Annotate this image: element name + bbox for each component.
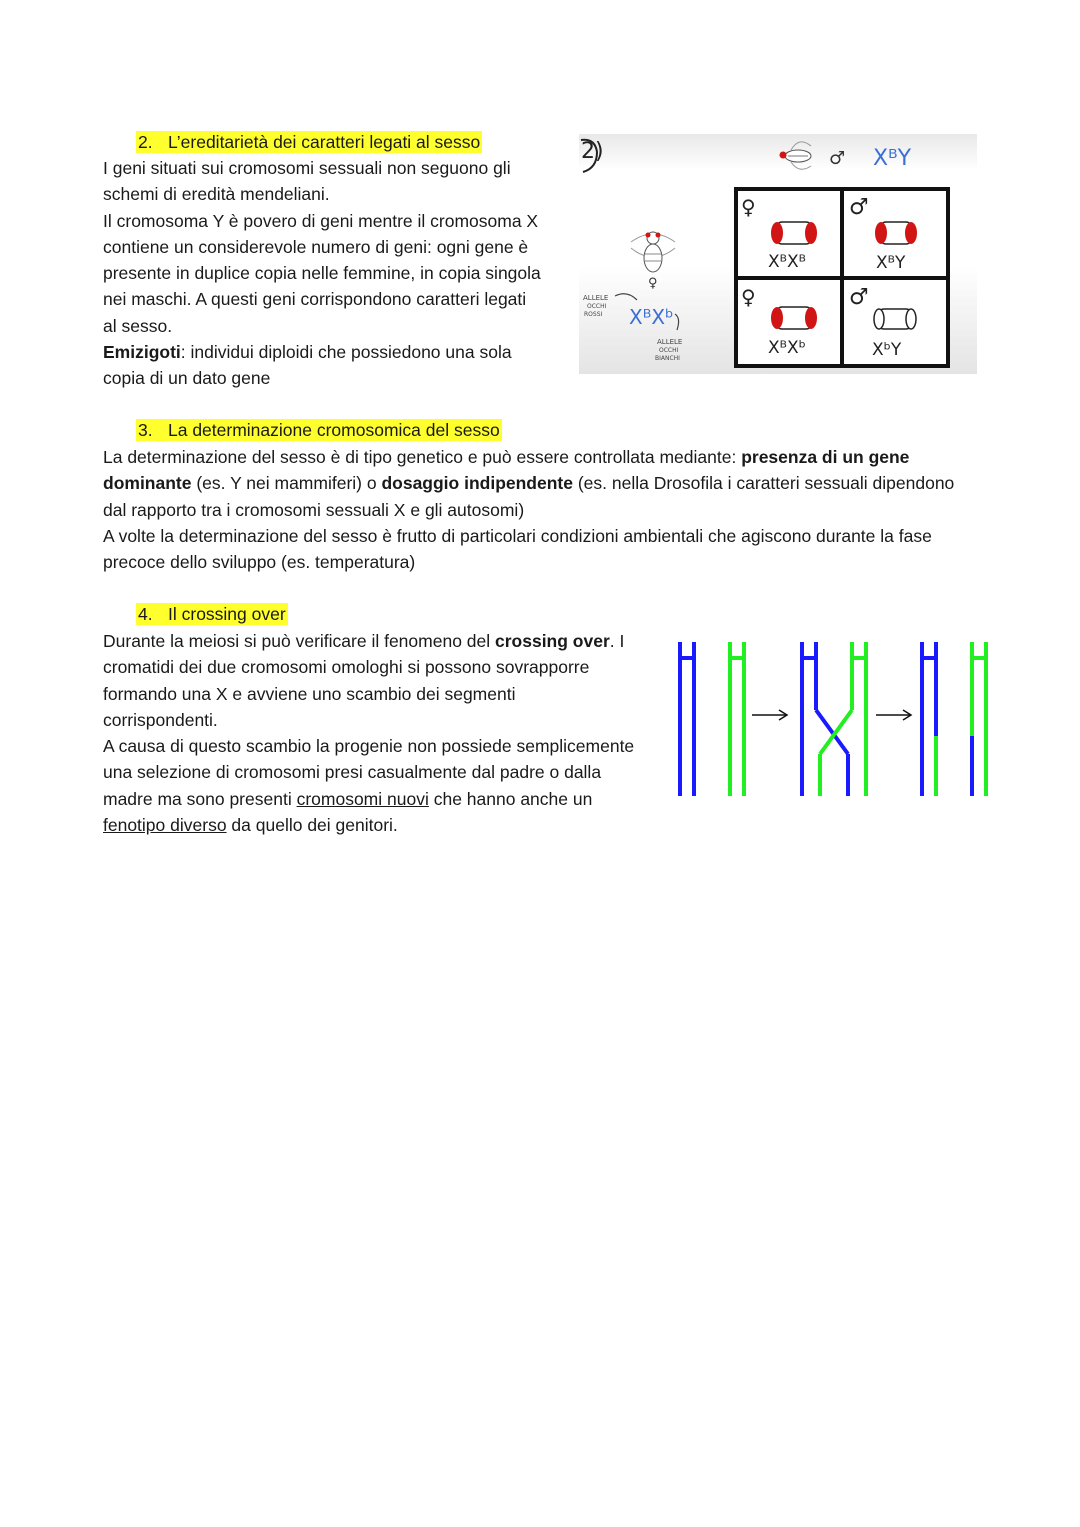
section-3-line-1 (103, 444, 1003, 470)
section-3-number: 3. (138, 420, 153, 440)
section-4-text: Durante la meiosi si può verificare il fenomeno del (103, 631, 495, 651)
male-genotype: XᴮY (873, 146, 912, 171)
section-3-line-2 (103, 470, 1003, 496)
section-3-text: (es. Y nei mammiferi) o (191, 473, 382, 494)
section-4-line-4: corrispondenti. (103, 709, 218, 730)
punnett-square-figure (579, 134, 977, 374)
white-allele-label-2: OCCHI (659, 347, 679, 354)
section-4-text: da quello dei genitori. (226, 815, 398, 836)
male-symbol: ♂ (829, 148, 846, 169)
section-4-line-2: cromatidi dei due cromosomi omologhi si possono sovrapporre (103, 657, 590, 678)
arrow-icon (876, 710, 911, 720)
red-allele-label-1: ALLELE (583, 294, 609, 302)
cell-2-sex: ♂ (849, 195, 869, 220)
section-4-text: madre ma sono presenti (103, 788, 297, 809)
underlined-fenotipo-diverso: fenotipo diverso (103, 815, 227, 836)
section-3-line-3: dal rapporto tra i cromosomi sessuali X e gli autosomi) (103, 499, 525, 520)
section-2-line: schemi di eredità mendeliani. (103, 184, 330, 205)
emizigoti-term: Emizigoti (103, 342, 181, 363)
emizigoti-line (103, 339, 541, 365)
female-genotype: XᴮXᵇ (629, 305, 674, 329)
section-2-body (103, 155, 541, 392)
stage-1-green-chromosome (730, 642, 744, 796)
section-2-line: Il cromosoma Y è povero di geni mentre il cromosoma X (103, 210, 539, 231)
cell-1-eyes-red (771, 222, 817, 244)
section-4-heading (136, 603, 288, 625)
female-symbol: ♀ (648, 276, 658, 291)
section-3-title: La determinazione cromosomica del sesso (168, 420, 500, 440)
red-allele-label-3: ROSSI (584, 311, 603, 318)
section-3-text: (es. nella Drosofila i caratteri sessuali dipendono (572, 473, 955, 494)
section-2-line: contiene un considerevole numero di geni: ogni gene è (103, 236, 529, 257)
section-3-text: La determinazione del sesso è di tipo genetico e può essere controllata mediante: (103, 447, 742, 467)
cell-3-eyes-red (771, 307, 817, 329)
section-4-title: Il crossing over (168, 604, 286, 624)
term-presenza-gene: presenza di un gene (741, 447, 910, 467)
arrow-icon (752, 710, 787, 720)
section-2-number: 2. (138, 132, 153, 152)
section-2-line: al sesso. (103, 315, 173, 336)
section-2-line: nei maschi. A questi geni corrispondono caratteri legati (103, 289, 527, 310)
section-4-text: che hanno anche un (428, 788, 593, 809)
cell-4-sex: ♂ (849, 285, 869, 310)
stage-2-crossing-chromosomes (802, 642, 866, 796)
section-4-line-7 (103, 786, 663, 812)
crossing-over-diagram (672, 636, 994, 802)
section-3-line-4: A volte la determinazione del sesso è frutto di particolari condizioni ambientali che agiscono durante la fase (103, 525, 932, 546)
cell-4-genotype: XᵇY (872, 340, 902, 360)
cell-1-sex: ♀ (741, 195, 756, 219)
section-4-line-3: formando una X e avviene uno scambio dei segmenti (103, 683, 516, 704)
figure-corner-label: 2) (581, 139, 604, 164)
term-dominante: dominante (103, 473, 192, 494)
cell-4-eyes-white (874, 309, 916, 329)
red-allele-label-2: OCCHI (587, 303, 607, 310)
cell-3-sex: ♀ (741, 285, 756, 309)
section-2-heading (136, 131, 482, 153)
stage-1-blue-chromosome (680, 642, 694, 796)
section-2-title: L’ereditarietà dei caratteri legati al sesso (168, 132, 481, 152)
section-3-body (103, 444, 1003, 575)
term-dosaggio: dosaggio indipendente (381, 473, 573, 494)
white-allele-label-1: ALLELE (657, 338, 683, 346)
section-4-number: 4. (138, 604, 153, 624)
term-crossing-over: crossing over (495, 631, 610, 651)
emizigoti-definition: : individui diploidi che possiedono una sola (180, 342, 512, 363)
cell-3-genotype: XᴮXᵇ (768, 338, 806, 358)
section-4-text: . I (609, 631, 625, 651)
section-3-heading (136, 419, 502, 441)
section-3-line-5: precoce dello sviluppo (es. temperatura) (103, 552, 416, 573)
section-4-line-5: A causa di questo scambio la progenie non possiede semplicemente (103, 736, 635, 757)
section-2-line: presente in duplice copia nelle femmine, in copia singola (103, 263, 541, 284)
stage-3-recombinant-chromosomes (922, 642, 986, 796)
section-2-line: I geni situati sui cromosomi sessuali non seguono gli (103, 158, 511, 178)
cell-2-eyes-red (875, 222, 917, 244)
white-allele-label-3: BIANCHI (655, 355, 680, 362)
cell-1-genotype: XᴮXᴮ (768, 252, 806, 272)
section-4-line-6: una selezione di cromosomi presi casualmente dal padre o dalla (103, 762, 602, 783)
section-4-body (103, 628, 663, 838)
section-4-line-1 (103, 628, 663, 654)
emizigoti-line-2: copia di un dato gene (103, 368, 271, 389)
cell-2-genotype: XᴮY (876, 253, 906, 273)
section-4-line-8 (103, 812, 663, 838)
underlined-cromosomi-nuovi: cromosomi nuovi (296, 788, 429, 809)
